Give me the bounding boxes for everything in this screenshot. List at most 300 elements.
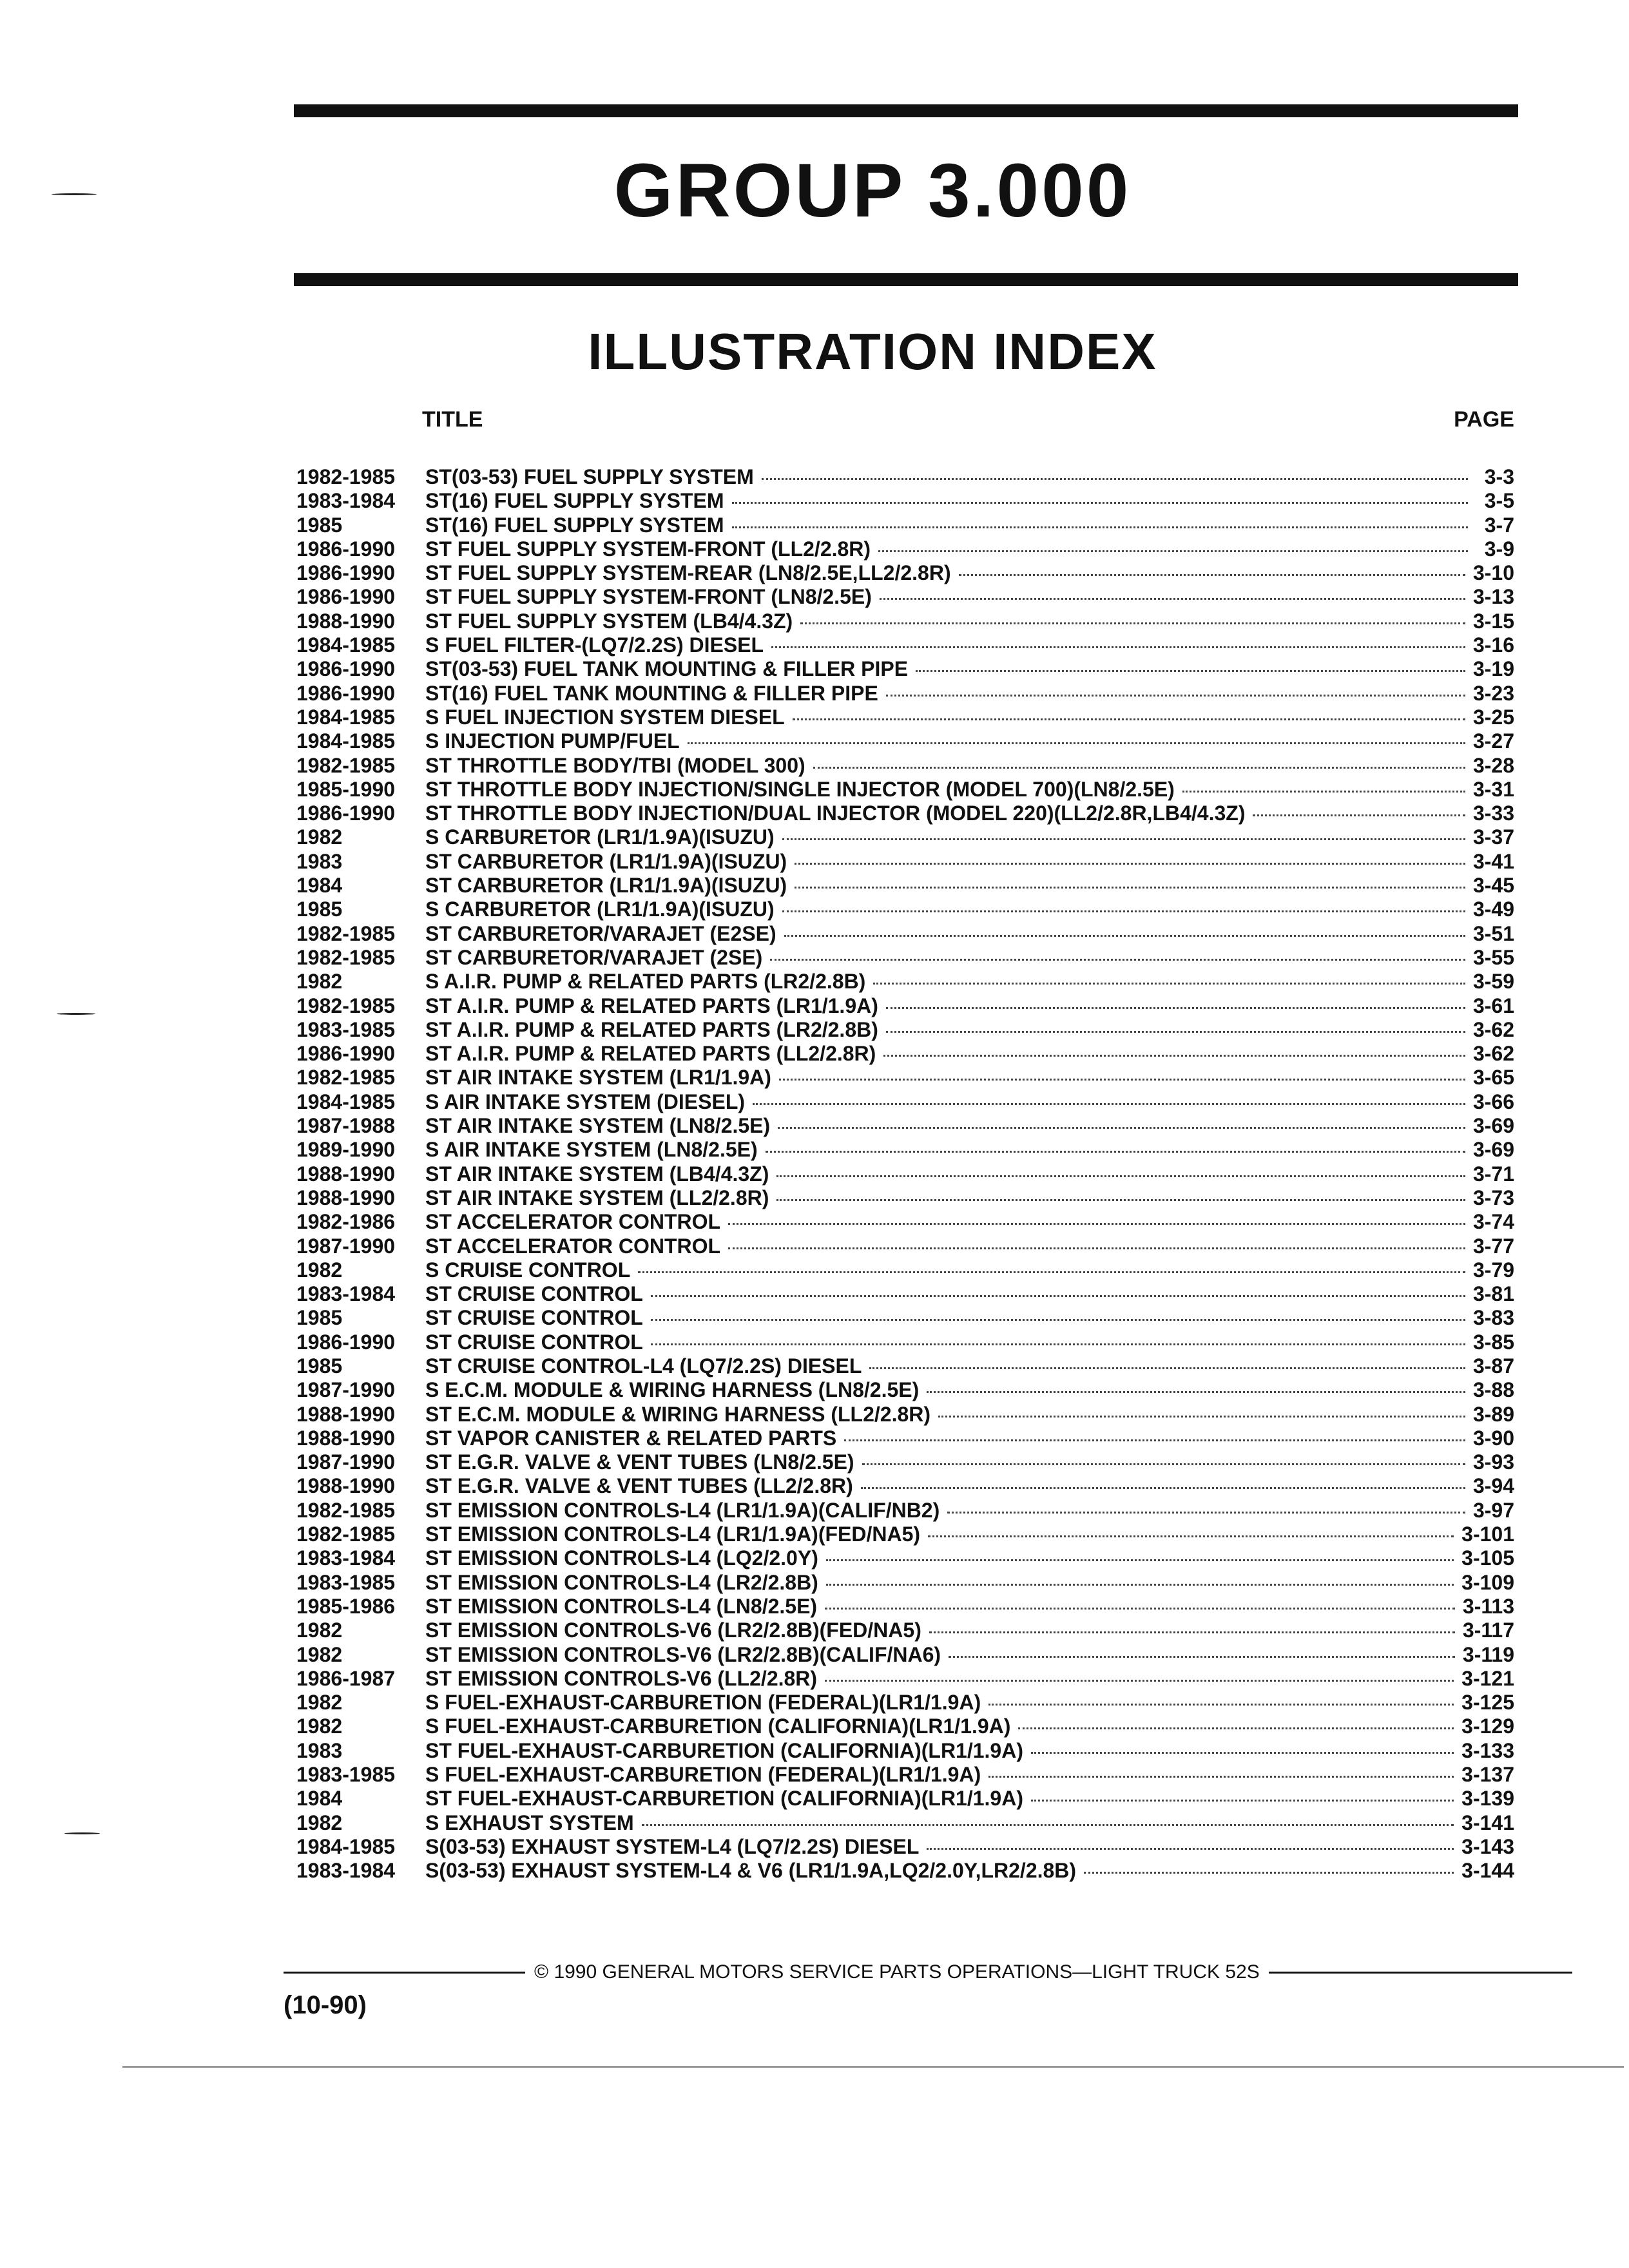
entry-title: S CARBURETOR (LR1/1.9A)(ISUZU) (425, 825, 775, 849)
entry-years: 1986-1990 (296, 681, 396, 705)
index-entry (296, 850, 1514, 874)
revision-code: (10-90) (284, 1991, 367, 2019)
entry-title: S AIR INTAKE SYSTEM (DIESEL) (425, 1090, 746, 1113)
entry-title: ST A.I.R. PUMP & RELATED PARTS (LR1/1.9A) (425, 994, 878, 1017)
entry-page: 3-94 (1472, 1474, 1514, 1498)
entry-title: ST E.G.R. VALVE & VENT TUBES (LN8/2.5E) (425, 1450, 854, 1474)
entry-page: 3-10 (1472, 561, 1514, 585)
entry-page: 3-81 (1472, 1282, 1514, 1306)
dot-leader (927, 1391, 1465, 1393)
entry-years: 1982-1985 (296, 921, 396, 945)
entry-years: 1985 (296, 898, 343, 921)
entry-title: ST VAPOR CANISTER & RELATED PARTS (425, 1426, 837, 1450)
entry-years: 1982-1985 (296, 1066, 396, 1090)
dot-leader (861, 1487, 1465, 1489)
entry-title: S FUEL-EXHAUST-CARBURETION (CALIFORNIA)(LR1/1.9A) (425, 1715, 1011, 1738)
entry-years: 1988-1990 (296, 1402, 396, 1426)
index-entry (296, 1787, 1514, 1811)
index-entry (296, 1523, 1514, 1546)
entry-page: 3-62 (1472, 1042, 1514, 1066)
entry-title: ST EMISSION CONTROLS-L4 (LQ2/2.0Y) (425, 1546, 818, 1570)
entry-page: 3-16 (1472, 633, 1514, 657)
dot-leader (762, 478, 1468, 480)
footer (284, 1961, 1572, 1983)
entry-page: 3-9 (1484, 537, 1514, 561)
entry-years: 1982 (296, 1691, 343, 1715)
entry-years: 1982 (296, 825, 343, 849)
entry-page: 3-15 (1472, 609, 1514, 633)
index-entry (296, 585, 1514, 609)
index-entry (296, 1378, 1514, 1402)
footer-rule-left (284, 1972, 525, 1974)
entry-page: 3-129 (1461, 1715, 1514, 1738)
dot-leader (886, 1007, 1465, 1009)
group-title: GROUP 3.000 (613, 148, 1132, 233)
entry-title: ST A.I.R. PUMP & RELATED PARTS (LL2/2.8R) (425, 1042, 876, 1066)
dot-leader (873, 983, 1465, 985)
dot-leader (929, 1631, 1455, 1633)
entry-title: S EXHAUST SYSTEM (425, 1811, 634, 1834)
entry-page: 3-19 (1472, 657, 1514, 681)
index-entry (296, 1546, 1514, 1570)
entry-title: ST E.G.R. VALVE & VENT TUBES (LL2/2.8R) (425, 1474, 853, 1498)
dot-leader (1018, 1727, 1454, 1729)
entry-page: 3-25 (1472, 705, 1514, 729)
binder-mark (57, 1013, 95, 1015)
entry-years: 1986-1990 (296, 1330, 396, 1354)
entry-years: 1984 (296, 874, 343, 898)
entry-title: ST AIR INTAKE SYSTEM (LL2/2.8R) (425, 1186, 769, 1209)
entry-title: S FUEL-EXHAUST-CARBURETION (FEDERAL)(LR1/1.9A) (425, 1763, 981, 1787)
dot-leader (651, 1343, 1465, 1345)
entry-title: ST EMISSION CONTROLS-L4 (LR1/1.9A)(FED/NA5) (425, 1523, 921, 1546)
index-entry (296, 537, 1514, 561)
dot-leader (795, 887, 1465, 889)
entry-page: 3-62 (1472, 1017, 1514, 1041)
entry-page: 3-69 (1472, 1114, 1514, 1138)
dot-leader (949, 1656, 1455, 1658)
column-header-title: TITLE (422, 407, 483, 432)
index-entry (296, 1331, 1514, 1354)
dot-leader (928, 1535, 1454, 1537)
footer-rule-right (1269, 1972, 1572, 1974)
dot-leader (800, 622, 1465, 624)
dot-leader (813, 767, 1465, 769)
index-entry (296, 898, 1514, 921)
index-entry (296, 610, 1514, 633)
entry-title: S(03-53) EXHAUST SYSTEM-L4 (LQ7/2.2S) DIESEL (425, 1834, 920, 1858)
copyright-text: © 1990 GENERAL MOTORS SERVICE PARTS OPERATIONS—LIGHT TRUCK 52S (534, 1961, 1260, 1983)
dot-leader (826, 1584, 1454, 1586)
entry-title: ST THROTTLE BODY INJECTION/DUAL INJECTOR (MODEL 220)(LL2/2.8R,LB4/4.3Z) (425, 802, 1246, 825)
entry-page: 3-87 (1472, 1354, 1514, 1378)
entry-years: 1983-1984 (296, 1282, 396, 1306)
index-entry (296, 778, 1514, 802)
entry-page: 3-109 (1461, 1570, 1514, 1594)
entry-years: 1988-1990 (296, 1162, 396, 1186)
dot-leader (825, 1608, 1455, 1610)
dot-leader (1253, 814, 1465, 816)
entry-years: 1982-1985 (296, 945, 396, 969)
entry-page: 3-143 (1461, 1834, 1514, 1858)
index-entry (296, 754, 1514, 778)
entry-page: 3-119 (1462, 1642, 1514, 1666)
entry-years: 1987-1990 (296, 1378, 396, 1402)
binder-mark (64, 1832, 100, 1834)
index-entry (296, 1258, 1514, 1282)
entry-page: 3-27 (1472, 729, 1514, 753)
dot-leader (869, 1367, 1465, 1369)
entry-page: 3-77 (1472, 1234, 1514, 1258)
index-entry (296, 657, 1514, 681)
entry-page: 3-83 (1472, 1306, 1514, 1330)
dot-leader (862, 1463, 1465, 1465)
entry-title: S INJECTION PUMP/FUEL (425, 729, 680, 753)
column-header-page: PAGE (1454, 407, 1514, 432)
entry-page: 3-28 (1472, 753, 1514, 777)
entry-title: ST EMISSION CONTROLS-V6 (LR2/2.8B)(FED/NA5) (425, 1619, 921, 1642)
entry-page: 3-125 (1461, 1691, 1514, 1715)
entry-title: ST CRUISE CONTROL (425, 1282, 643, 1306)
index-entry (296, 1306, 1514, 1330)
dot-leader (728, 1223, 1465, 1225)
entry-years: 1988-1990 (296, 1474, 396, 1498)
index-entry (296, 1595, 1514, 1619)
entry-title: ST(03-53) FUEL TANK MOUNTING & FILLER PIPE (425, 657, 909, 681)
index-entry (296, 1499, 1514, 1523)
entry-title: ST THROTTLE BODY INJECTION/SINGLE INJECTOR (MODEL 700)(LN8/2.5E) (425, 777, 1175, 801)
dot-leader (688, 742, 1465, 744)
dot-leader (766, 1151, 1465, 1153)
index-entry (296, 1427, 1514, 1450)
index-entry (296, 1739, 1514, 1763)
entry-title: ST EMISSION CONTROLS-V6 (LL2/2.8R) (425, 1666, 818, 1690)
entry-page: 3-74 (1472, 1210, 1514, 1234)
entry-title: ST A.I.R. PUMP & RELATED PARTS (LR2/2.8B) (425, 1017, 878, 1041)
entry-page: 3-3 (1484, 465, 1514, 488)
binder-mark (52, 193, 97, 195)
index-entry (296, 1667, 1514, 1691)
dot-leader (988, 1704, 1454, 1706)
entry-page: 3-69 (1472, 1138, 1514, 1162)
entry-title: ST(16) FUEL TANK MOUNTING & FILLER PIPE (425, 681, 878, 705)
entry-years: 1986-1990 (296, 585, 396, 609)
entry-page: 3-133 (1461, 1738, 1514, 1762)
entry-years: 1984-1985 (296, 1090, 396, 1113)
entry-years: 1989-1990 (296, 1138, 396, 1162)
entry-title: ST FUEL-EXHAUST-CARBURETION (CALIFORNIA)(LR1/1.9A) (425, 1738, 1023, 1762)
index-entry (296, 1114, 1514, 1138)
entry-years: 1982 (296, 1642, 343, 1666)
entry-page: 3-79 (1472, 1258, 1514, 1282)
dot-leader (878, 550, 1468, 552)
entry-years: 1983-1985 (296, 1570, 396, 1594)
dot-leader (1182, 791, 1465, 793)
dot-leader (642, 1824, 1454, 1826)
entry-page: 3-49 (1472, 898, 1514, 921)
index-entry (296, 802, 1514, 825)
dot-leader (651, 1319, 1465, 1321)
entry-page: 3-93 (1472, 1450, 1514, 1474)
entry-years: 1982 (296, 970, 343, 994)
dot-leader (795, 863, 1465, 865)
dot-leader (782, 838, 1465, 840)
entry-title: ST(03-53) FUEL SUPPLY SYSTEM (425, 465, 754, 488)
top-rule (294, 104, 1518, 117)
index-entry (296, 489, 1514, 513)
index-entry (296, 946, 1514, 970)
dot-leader (844, 1439, 1465, 1441)
entry-page: 3-144 (1461, 1859, 1514, 1883)
entry-title: ST EMISSION CONTROLS-L4 (LR2/2.8B) (425, 1570, 818, 1594)
entry-title: ST E.C.M. MODULE & WIRING HARNESS (LL2/2.8R) (425, 1402, 931, 1426)
index-entry (296, 1354, 1514, 1378)
entry-years: 1983 (296, 849, 343, 873)
entry-years: 1984 (296, 1787, 343, 1811)
entry-years: 1986-1990 (296, 657, 396, 681)
dot-leader (782, 910, 1465, 912)
entry-title: ST CRUISE CONTROL (425, 1330, 643, 1354)
dot-leader (825, 1680, 1454, 1682)
index-entry (296, 561, 1514, 585)
entry-page: 3-7 (1484, 513, 1514, 537)
entry-years: 1986-1990 (296, 1042, 396, 1066)
dot-leader (1031, 1800, 1454, 1802)
index-title: ILLUSTRATION INDEX (588, 323, 1157, 380)
entry-page: 3-37 (1472, 825, 1514, 849)
entry-years: 1985 (296, 1354, 343, 1378)
entry-title: ST CRUISE CONTROL-L4 (LQ7/2.2S) DIESEL (425, 1354, 862, 1378)
index-entry (296, 1018, 1514, 1042)
entry-page: 3-45 (1472, 874, 1514, 898)
dot-leader (770, 959, 1465, 961)
entry-title: ST FUEL SUPPLY SYSTEM-FRONT (LL2/2.8R) (425, 537, 871, 561)
entry-years: 1987-1990 (296, 1450, 396, 1474)
entry-years: 1986-1990 (296, 561, 396, 585)
entry-page: 3-89 (1472, 1402, 1514, 1426)
dot-leader (938, 1416, 1465, 1418)
entry-years: 1982 (296, 1619, 343, 1642)
index-entry (296, 1282, 1514, 1306)
entry-page: 3-51 (1472, 921, 1514, 945)
entry-page: 3-55 (1472, 945, 1514, 969)
entry-years: 1988-1990 (296, 609, 396, 633)
dot-leader (883, 1055, 1465, 1057)
entry-years: 1983-1985 (296, 1017, 396, 1041)
dot-leader (1031, 1752, 1454, 1754)
index-entry (296, 1571, 1514, 1595)
entry-title: ST AIR INTAKE SYSTEM (LN8/2.5E) (425, 1114, 771, 1138)
index-entry (296, 1162, 1514, 1186)
dot-leader (771, 646, 1465, 648)
entry-years: 1982-1985 (296, 1498, 396, 1522)
dot-leader (793, 718, 1465, 720)
index-entry (296, 1619, 1514, 1642)
entry-title: ST CARBURETOR/VARAJET (2SE) (425, 945, 763, 969)
entry-page: 3-73 (1472, 1186, 1514, 1209)
entry-page: 3-23 (1472, 681, 1514, 705)
entry-page: 3-105 (1461, 1546, 1514, 1570)
dot-leader (886, 695, 1465, 697)
entry-title: ST CARBURETOR (LR1/1.9A)(ISUZU) (425, 874, 787, 898)
dot-leader (753, 1103, 1465, 1105)
entry-page: 3-121 (1461, 1666, 1514, 1690)
entry-years: 1985-1990 (296, 777, 396, 801)
entry-title: S(03-53) EXHAUST SYSTEM-L4 & V6 (LR1/1.9A,LQ2/2.0Y,LR2/2.8B) (425, 1859, 1077, 1883)
entry-years: 1982-1985 (296, 994, 396, 1017)
entry-title: S CRUISE CONTROL (425, 1258, 631, 1282)
index-entry (296, 825, 1514, 849)
bottom-rule (122, 2066, 1624, 2068)
dot-leader (947, 1512, 1465, 1514)
entry-page: 3-139 (1461, 1787, 1514, 1811)
index-entry (296, 1859, 1514, 1883)
dot-leader (880, 598, 1465, 600)
entry-years: 1982 (296, 1715, 343, 1738)
dot-leader (776, 1199, 1465, 1201)
entry-page: 3-61 (1472, 994, 1514, 1017)
index-entry (296, 729, 1514, 753)
index-entry (296, 1066, 1514, 1090)
entry-title: ST FUEL SUPPLY SYSTEM-REAR (LN8/2.5E,LL2/2.8R) (425, 561, 951, 585)
entry-title: ST EMISSION CONTROLS-V6 (LR2/2.8B)(CALIF/NA6) (425, 1642, 941, 1666)
index-entry (296, 1042, 1514, 1066)
entry-page: 3-117 (1462, 1619, 1514, 1642)
index-entry (296, 706, 1514, 729)
entry-page: 3-101 (1461, 1523, 1514, 1546)
entry-years: 1984-1985 (296, 1834, 396, 1858)
index-entry (296, 1643, 1514, 1667)
entry-title: ST(16) FUEL SUPPLY SYSTEM (425, 489, 724, 513)
index-entry (296, 1235, 1514, 1258)
index-entry (296, 1090, 1514, 1114)
entry-title: ST CRUISE CONTROL (425, 1306, 643, 1330)
entry-years: 1986-1987 (296, 1666, 396, 1690)
entry-title: S FUEL-EXHAUST-CARBURETION (FEDERAL)(LR1/1.9A) (425, 1691, 981, 1715)
dot-leader (778, 1127, 1465, 1129)
entry-page: 3-33 (1472, 802, 1514, 825)
entry-page: 3-13 (1472, 585, 1514, 609)
entry-page: 3-71 (1472, 1162, 1514, 1186)
index-entry (296, 1403, 1514, 1427)
entry-page: 3-97 (1472, 1498, 1514, 1522)
entry-title: ST FUEL SUPPLY SYSTEM-FRONT (LN8/2.5E) (425, 585, 872, 609)
entry-page: 3-85 (1472, 1330, 1514, 1354)
entry-years: 1985 (296, 1306, 343, 1330)
entry-years: 1983-1985 (296, 1763, 396, 1787)
entry-page: 3-90 (1472, 1426, 1514, 1450)
entry-title: S CARBURETOR (LR1/1.9A)(ISUZU) (425, 898, 775, 921)
entry-title: ST CARBURETOR (LR1/1.9A)(ISUZU) (425, 849, 787, 873)
index-entry (296, 1715, 1514, 1738)
entry-title: ST FUEL SUPPLY SYSTEM (LB4/4.3Z) (425, 609, 793, 633)
illustration-index-list (296, 465, 1514, 1883)
index-entry (296, 1138, 1514, 1162)
entry-years: 1986-1990 (296, 802, 396, 825)
entry-page: 3-31 (1472, 777, 1514, 801)
dot-leader (776, 1175, 1465, 1177)
entry-title: ST AIR INTAKE SYSTEM (LB4/4.3Z) (425, 1162, 769, 1186)
entry-page: 3-66 (1472, 1090, 1514, 1113)
entry-title: ST ACCELERATOR CONTROL (425, 1234, 721, 1258)
index-entry (296, 633, 1514, 657)
entry-page: 3-137 (1461, 1763, 1514, 1787)
index-entry (296, 1450, 1514, 1474)
entry-title: ST THROTTLE BODY/TBI (MODEL 300) (425, 753, 805, 777)
entry-years: 1982 (296, 1811, 343, 1834)
entry-years: 1983-1984 (296, 1859, 396, 1883)
dot-leader (779, 1079, 1465, 1081)
index-entry (296, 874, 1514, 898)
index-entry (296, 970, 1514, 994)
index-entry (296, 1835, 1514, 1859)
entry-years: 1984-1985 (296, 633, 396, 657)
entry-years: 1983-1984 (296, 489, 396, 513)
index-entry (296, 465, 1514, 489)
entry-title: ST FUEL-EXHAUST-CARBURETION (CALIFORNIA)(LR1/1.9A) (425, 1787, 1023, 1811)
entry-title: S E.C.M. MODULE & WIRING HARNESS (LN8/2.5E) (425, 1378, 920, 1402)
entry-years: 1986-1990 (296, 537, 396, 561)
entry-years: 1982-1985 (296, 1523, 396, 1546)
index-entry (296, 922, 1514, 946)
index-entry (296, 1210, 1514, 1234)
dot-leader (959, 574, 1465, 576)
entry-page: 3-59 (1472, 970, 1514, 994)
index-entry (296, 1811, 1514, 1835)
dot-leader (1084, 1872, 1454, 1874)
title-rule (294, 273, 1518, 286)
entry-years: 1982-1985 (296, 753, 396, 777)
entry-years: 1983 (296, 1738, 343, 1762)
entry-title: ST ACCELERATOR CONTROL (425, 1210, 721, 1234)
entry-years: 1988-1990 (296, 1186, 396, 1209)
entry-title: S FUEL INJECTION SYSTEM DIESEL (425, 705, 785, 729)
entry-years: 1987-1990 (296, 1234, 396, 1258)
entry-years: 1988-1990 (296, 1426, 396, 1450)
entry-years: 1982-1986 (296, 1210, 396, 1234)
entry-years: 1982-1985 (296, 465, 396, 488)
entry-years: 1984-1985 (296, 729, 396, 753)
dot-leader (732, 526, 1468, 528)
entry-page: 3-141 (1461, 1811, 1514, 1834)
entry-page: 3-88 (1472, 1378, 1514, 1402)
entry-title: ST EMISSION CONTROLS-L4 (LN8/2.5E) (425, 1594, 818, 1618)
index-entry (296, 1691, 1514, 1715)
entry-years: 1987-1988 (296, 1114, 396, 1138)
entry-title: S FUEL FILTER-(LQ7/2.2S) DIESEL (425, 633, 764, 657)
entry-title: ST EMISSION CONTROLS-L4 (LR1/1.9A)(CALIF/NB2) (425, 1498, 940, 1522)
entry-title: ST AIR INTAKE SYSTEM (LR1/1.9A) (425, 1066, 771, 1090)
entry-page: 3-5 (1484, 489, 1514, 513)
entry-page: 3-41 (1472, 849, 1514, 873)
index-entry (296, 1474, 1514, 1498)
entry-title: S A.I.R. PUMP & RELATED PARTS (LR2/2.8B) (425, 970, 866, 994)
index-entry (296, 994, 1514, 1018)
dot-leader (784, 935, 1465, 937)
dot-leader (638, 1271, 1465, 1273)
dot-leader (916, 670, 1465, 672)
entry-years: 1982 (296, 1258, 343, 1282)
entry-years: 1983-1984 (296, 1546, 396, 1570)
entry-page: 3-65 (1472, 1066, 1514, 1090)
entry-years: 1985 (296, 513, 343, 537)
dot-leader (886, 1031, 1465, 1033)
dot-leader (728, 1247, 1465, 1249)
index-entry (296, 682, 1514, 706)
dot-leader (927, 1848, 1454, 1850)
index-entry (296, 1763, 1514, 1787)
entry-years: 1985-1986 (296, 1594, 396, 1618)
